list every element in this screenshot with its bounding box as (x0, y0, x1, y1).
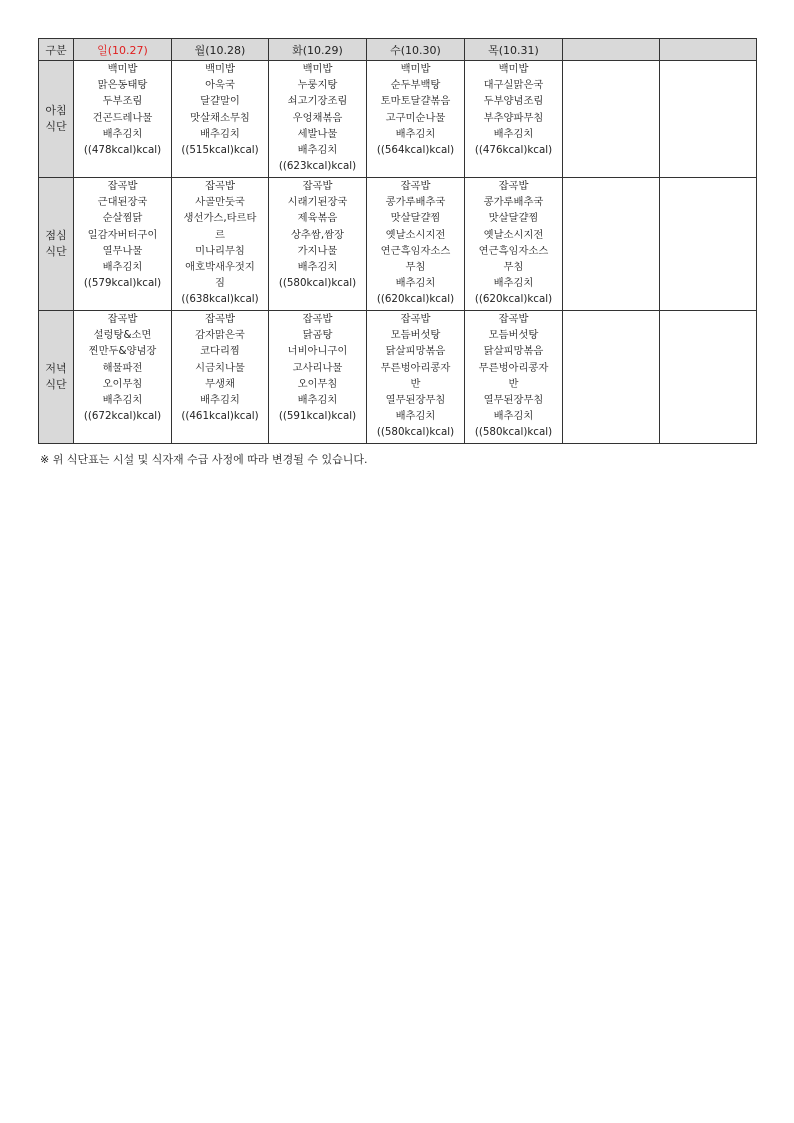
menu-item: 배추김치 (297, 261, 338, 274)
menu-item: 배추김치 (102, 261, 143, 274)
menu-cell (465, 311, 563, 444)
header-row (39, 39, 757, 61)
menu-item: 잡곡밥 (302, 313, 333, 325)
menu-item: 백미밥 (400, 63, 431, 75)
menu-item: 반 (410, 377, 421, 390)
menu-item: 쇠고기장조림 (287, 95, 348, 108)
day-header: 화(10.29) (269, 39, 367, 61)
menu-item: 순두부백탕 (390, 79, 441, 92)
menu-cell (74, 178, 172, 311)
menu-item: 잡곡밥 (302, 180, 333, 192)
menu-item: 짐 (215, 277, 225, 290)
menu-cell (563, 178, 660, 311)
menu-cell (660, 178, 757, 311)
menu-item: 애호박새우젓지 (185, 261, 255, 274)
menu-item: ((564kcal)kcal) (376, 144, 455, 157)
meal-label (39, 178, 74, 311)
menu-cell (74, 311, 172, 444)
menu-item: 모듬버섯탕 (390, 329, 441, 342)
menu-cell (367, 178, 465, 311)
menu-item: 사골만둣국 (195, 196, 245, 209)
menu-item: 배추김치 (102, 127, 143, 140)
menu-item: 토마토달걀볶음 (380, 95, 451, 108)
menu-item: 일감자버터구이 (87, 228, 158, 241)
menu-cell (172, 311, 269, 444)
menu-item: 생선가스,타르타 (183, 212, 257, 225)
menu-cell (172, 61, 269, 178)
menu-item: 근대된장국 (97, 196, 148, 209)
lunch-row (39, 178, 757, 311)
menu-cell (465, 61, 563, 178)
menu-item: 맛살달걀찜 (390, 212, 441, 225)
menu-item: 닭살피망볶음 (385, 345, 446, 358)
menu-item: 부추양파무침 (483, 111, 544, 124)
menu-item: 옛날소시지전 (385, 228, 446, 241)
menu-item: 오이무침 (297, 377, 338, 390)
menu-item: 시래기된장국 (287, 196, 348, 209)
menu-item: 배추김치 (395, 277, 436, 290)
menu-item: 고사리나물 (292, 361, 343, 374)
menu-item: ((515kcal)kcal) (181, 144, 259, 157)
menu-item: 미나리무침 (195, 244, 245, 257)
menu-item: 콩가루배추국 (385, 196, 446, 209)
meal-label (39, 311, 74, 444)
menu-cell (172, 178, 269, 311)
menu-item: 해물파전 (102, 361, 143, 374)
menu-item: 열무나물 (102, 244, 143, 257)
menu-item: 백미밥 (107, 63, 138, 75)
menu-cell (563, 61, 660, 178)
footnote: ※ 위 식단표는 시설 및 식자재 수급 사정에 따라 변경될 수 있습니다. (40, 453, 368, 466)
menu-item: ((620kcal)kcal) (376, 293, 455, 306)
menu-item: 코다리찜 (200, 345, 240, 358)
day-header (563, 39, 660, 61)
menu-item: 상추쌈,쌈장 (290, 228, 344, 241)
menu-cell (269, 61, 367, 178)
menu-item: 연근흑임자소스 (478, 244, 549, 257)
menu-item: 세발나물 (297, 127, 338, 140)
menu-item: 맛살달걀찜 (488, 212, 539, 225)
meal-label-text: 식단 (45, 378, 67, 391)
menu-item: 두부양념조림 (483, 95, 544, 108)
menu-item: 감자맑은국 (195, 329, 245, 342)
menu-cell (367, 61, 465, 178)
menu-item: ((461kcal)kcal) (181, 410, 259, 423)
menu-item: 배추김치 (395, 410, 436, 423)
menu-item: 너비아니구이 (287, 345, 348, 358)
menu-item: 배추김치 (493, 127, 534, 140)
menu-item: 무른벙아리콩자 (380, 361, 451, 374)
menu-item: ((672kcal)kcal) (83, 410, 162, 423)
menu-item: 잡곡밥 (400, 313, 431, 325)
menu-item: ((476kcal)kcal) (474, 144, 553, 157)
menu-item: 찐만두&양념장 (88, 345, 157, 358)
menu-item: 르 (215, 228, 225, 241)
menu-item: ((623kcal)kcal) (278, 160, 357, 173)
menu-cell (269, 178, 367, 311)
menu-item: 닭곰탕 (302, 329, 333, 342)
menu-item: 잡곡밥 (205, 313, 235, 325)
meal-label (39, 61, 74, 178)
menu-item: ((478kcal)kcal) (83, 144, 162, 157)
menu-item: 맛살채소무침 (190, 111, 250, 124)
meal-label-text: 저녁 (45, 362, 67, 375)
day-header (660, 39, 757, 61)
menu-item: 가지나물 (297, 244, 338, 257)
menu-item: 배추김치 (200, 394, 240, 407)
menu-item: 배추김치 (200, 127, 240, 140)
menu-item: 설렁탕&소면 (93, 329, 152, 342)
day-header: 수(10.30) (367, 39, 465, 61)
menu-item: 아욱국 (205, 79, 235, 92)
day-header: 월(10.28) (172, 39, 269, 61)
menu-item: 고구미순나물 (385, 111, 446, 124)
menu-item: ((579kcal)kcal) (83, 277, 162, 290)
weekly-menu-table (38, 38, 757, 444)
menu-item: ((580kcal)kcal) (474, 426, 553, 439)
menu-sheet (38, 38, 756, 467)
meal-label-text: 점심 (45, 229, 67, 242)
meal-label-text: 식단 (45, 245, 67, 258)
menu-item: 맑은동태탕 (97, 79, 148, 92)
menu-item: 배추김치 (297, 394, 338, 407)
menu-item: 배추김치 (493, 410, 534, 423)
menu-item: 옛날소시지전 (483, 228, 544, 241)
menu-item: 두부조림 (102, 95, 143, 108)
menu-item: 모듬버섯탕 (488, 329, 539, 342)
menu-cell (563, 311, 660, 444)
menu-item: 배추김치 (493, 277, 534, 290)
menu-item: ((638kcal)kcal) (181, 293, 259, 306)
menu-item: 잡곡밥 (107, 313, 138, 325)
menu-item: 순살찜닭 (102, 212, 143, 225)
menu-item: 콩가루배추국 (483, 196, 544, 209)
menu-item: 우엉채볶음 (292, 111, 343, 124)
menu-item: 열무된장무침 (385, 394, 446, 407)
menu-item: 잡곡밥 (107, 180, 138, 192)
menu-item: 배추김치 (395, 127, 436, 140)
meal-label-text: 식단 (45, 120, 67, 133)
meal-label-text: 아침 (45, 104, 67, 117)
menu-item: 오이무침 (102, 377, 143, 390)
menu-item: 닭살피망볶음 (483, 345, 544, 358)
menu-item: 건곤드레나물 (92, 111, 153, 124)
menu-item: ((580kcal)kcal) (376, 426, 455, 439)
menu-item: ((620kcal)kcal) (474, 293, 553, 306)
menu-item: 무른벙아리콩자 (478, 361, 549, 374)
menu-item: ((591kcal)kcal) (278, 410, 357, 423)
day-header: 일(10.27) (74, 39, 172, 61)
menu-item: 백미밥 (302, 63, 333, 75)
menu-cell (660, 311, 757, 444)
menu-cell (74, 61, 172, 178)
menu-cell (367, 311, 465, 444)
menu-cell (465, 178, 563, 311)
menu-item: 무침 (503, 261, 524, 274)
dinner-row (39, 311, 757, 444)
menu-item: 대구실맑은국 (483, 79, 544, 92)
menu-item: 잡곡밥 (400, 180, 431, 192)
day-header: 목(10.31) (465, 39, 563, 61)
header-label: 구분 (39, 39, 74, 61)
menu-item: 백미밥 (498, 63, 529, 75)
menu-item: 반 (508, 377, 519, 390)
menu-item: ((580kcal)kcal) (278, 277, 357, 290)
menu-item: 연근흑임자소스 (380, 244, 451, 257)
menu-cell (660, 61, 757, 178)
breakfast-row (39, 61, 757, 178)
menu-item: 배추김치 (102, 394, 143, 407)
menu-item: 제육볶음 (297, 212, 338, 225)
menu-item: 열무된장무침 (483, 394, 544, 407)
menu-item: 잡곡밥 (498, 180, 529, 192)
menu-item: 배추김치 (297, 144, 338, 157)
menu-item: 무생채 (205, 377, 235, 390)
menu-item: 잡곡밥 (498, 313, 529, 325)
menu-item: 시금치나물 (195, 361, 245, 374)
menu-item: 백미밥 (205, 63, 235, 75)
menu-item: 달걀말이 (200, 95, 240, 108)
menu-item: 누룽지탕 (297, 79, 338, 92)
menu-cell (269, 311, 367, 444)
menu-item: 무침 (405, 261, 426, 274)
menu-item: 잡곡밥 (205, 180, 235, 192)
